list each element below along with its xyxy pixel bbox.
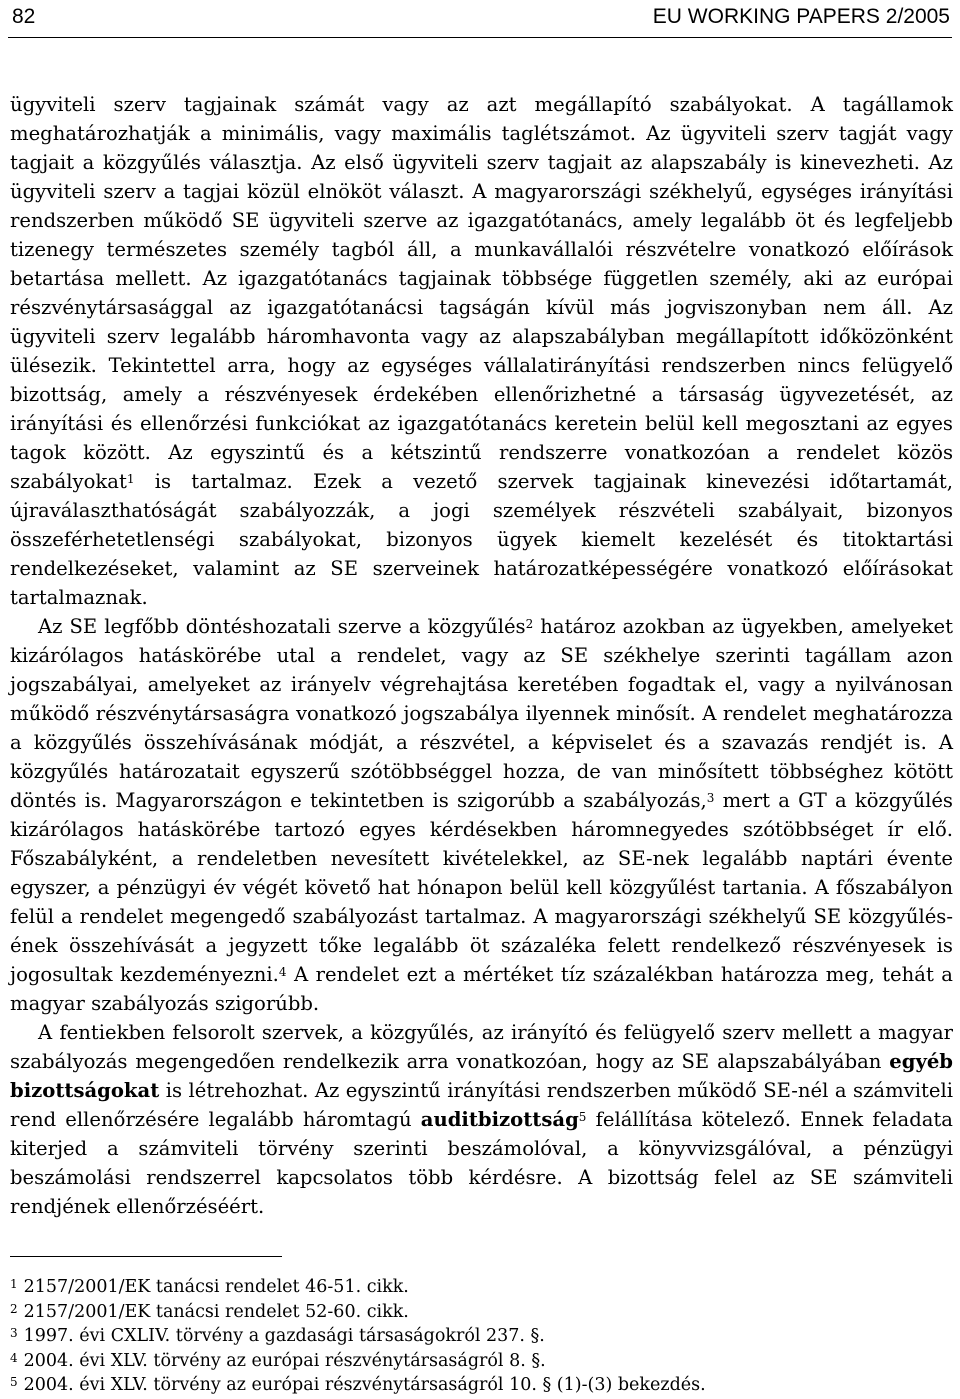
footnote-separator bbox=[10, 1256, 282, 1257]
text-run: mert a GT a közgyűlés kizárólagos hatáskörébe tartozó egyes kérdésekben háromnegyedes szótöbbséget ír elő. Főszabályként, a rendeletben nevesített kivételekkel, az SE-nek legalább naptári évente egyszer, a pénzügyi év végét követő hat hónapon belül kell közgyűlést tartania. A főszabályon felül a rendelet megengedő szabályozást tartalmaz. A magyarországi székhelyű SE közgyűlésének összehívását a jegyzett tőke legalább öt százaléka felett rendelkező részvényesek is jogosultak kezdeményezni. bbox=[10, 789, 953, 986]
paragraph bbox=[10, 90, 953, 612]
page-number: 82 bbox=[12, 5, 36, 28]
text-run: A rendelet ezt a mértéket tíz százalékban határozza meg, tehát a magyar szabályozás szigorúbb. bbox=[10, 963, 953, 1015]
text-run: Az SE legfőbb döntéshozatali szerve a közgyűlés bbox=[38, 615, 526, 638]
paragraph bbox=[10, 1018, 953, 1221]
footnote-text: 2004. évi XLV. törvény az európai részvénytársaságról 8. §. bbox=[23, 1350, 546, 1371]
footnote-number: 3 bbox=[10, 1326, 18, 1340]
footnote-text: 2157/2001/EK tanácsi rendelet 46-51. cikk. bbox=[23, 1277, 409, 1297]
text-run: is tartalmaz. Ezek a vezető szervek tagjainak kinevezési időtartamát, újraválaszthatóságát szabályozzák, a jogi személyek részvételi szabályait, bizonyos összeférhetetlenségi szabályokat, bizonyos ügyek kiemelt kezelését és titoktartási rendelkezéseket, valamint az SE szerveinek határozatképességére vonatkozó előírásokat tartalmaznak. bbox=[10, 470, 953, 609]
footnote-marker[interactable]: 4 bbox=[278, 965, 287, 979]
text-run: A fentiekben felsorolt szervek, a közgyűlés, az irányító és felügyelő szerv mellett a magyar szabályozás megengedően rendelkezik arra vonatkozóan, hogy az SE alapszabályában bbox=[10, 1021, 953, 1073]
text-run: határoz azokban az ügyekben, amelyeket kizárólagos hatáskörébe utal a rendelet, vagy az SE székhelye szerinti tagállam azon jogszabályai, amelyeket az irányelv végrehajtása keretében fogadtak el, vagy a nyilvánosan működő részvénytársaságra vonatkozó jogszabálya ilyennek minősít. A rendelet meghatározza a közgyűlés összehívásának módját, a részvétel, a képviselet és a szavazás rendjét is. A közgyűlés határozatait egyszerű szótöbbséggel hozza, de van minősített többséghez kötött döntés is. Magyarországon e tekintetben is szigorúbb a szabályozás, bbox=[10, 615, 953, 812]
text-run: ügyviteli szerv tagjainak számát vagy az azt megállapító szabályokat. A tagállamok meghatározhatják a minimális, vagy maximális taglétszámot. Az ügyviteli szerv tagját vagy tagjait a közgyűlés választja. Az első ügyviteli szerv tagjait az alapszabály is kinevezheti. Az ügyviteli szerv a tagjai közül elnököt választ. A magyarországi székhelyű, egységes irányítási rendszerben működő SE ügyviteli szerve az igazgatótanács, amely legalább öt és legfeljebb tizenegy természetes személy tagból áll, a munkavállalói részvételre vonatkozó előírások betartása mellett. Az igazgatótanács tagjainak többsége független személy, aki az európai részvénytársasággal az igazgatótanácsi tagságán kívül más jogviszonyban nem áll. Az ügyviteli szerv legalább háromhavonta vagy az alapszabályban megállapított időközönként ülésezik. Tekintettel arra, hogy az egységes vállalatirányítási rendszerben nincs felügyelő bizottság, amely a részvényesek érdekében ellenőrizhetné a társaság ügyvezetését, az irányítási és ellenőrzési funkciókat az igazgatótanács keretein belül kell megosztani az egyes tagok között. Az egyszintű és a kétszintű rendszerre vonatkozóan a rendelet közös szabályokat bbox=[10, 93, 953, 493]
footnote-marker[interactable]: 3 bbox=[706, 791, 715, 805]
footnote bbox=[10, 1275, 950, 1300]
running-title: EU WORKING PAPERS 2/2005 bbox=[652, 5, 950, 28]
bold-term: egyéb bizottságokat bbox=[10, 1050, 953, 1102]
page-header bbox=[8, 0, 952, 38]
footnote-number: 1 bbox=[10, 1277, 18, 1291]
footnote-text: 1997. évi CXLIV. törvény a gazdasági társaságokról 237. §. bbox=[23, 1326, 545, 1346]
footnote-marker[interactable]: 1 bbox=[126, 472, 135, 486]
footnote-number: 2 bbox=[10, 1301, 18, 1316]
bold-term: auditbizottság bbox=[420, 1108, 579, 1131]
text-run: is létrehozhat. Az egyszintű irányítási rendszerben működő SE-nél a számviteli rend ellenőrzésére legalább háromtagú bbox=[10, 1079, 953, 1131]
footnote bbox=[10, 1349, 950, 1374]
footnote-marker[interactable]: 5 bbox=[578, 1110, 587, 1124]
footnote-text: 2157/2001/EK tanácsi rendelet 52-60. cikk. bbox=[23, 1301, 409, 1322]
footnotes bbox=[10, 1275, 950, 1398]
footnote bbox=[10, 1300, 950, 1325]
footnote bbox=[10, 1324, 950, 1349]
footnote-number: 5 bbox=[10, 1375, 18, 1389]
paragraph bbox=[10, 612, 953, 1018]
footnote-number: 4 bbox=[10, 1350, 18, 1365]
footnote-text: 2004. évi XLV. törvény az európai részvénytársaságról 10. § (1)-(3) bekezdés. bbox=[23, 1375, 706, 1395]
footnote bbox=[10, 1373, 950, 1398]
body-text bbox=[10, 90, 953, 1221]
text-run: felállítása kötelező. Ennek feladata kiterjed a számviteli törvény szerinti beszámolóval, a könyvvizsgálóval, a pénzügyi beszámolási rendszerrel kapcsolatos több kérdésre. A bizottság felel az SE számviteli rendjének ellenőrzéséért. bbox=[10, 1108, 953, 1218]
footnote-marker[interactable]: 2 bbox=[525, 617, 534, 631]
